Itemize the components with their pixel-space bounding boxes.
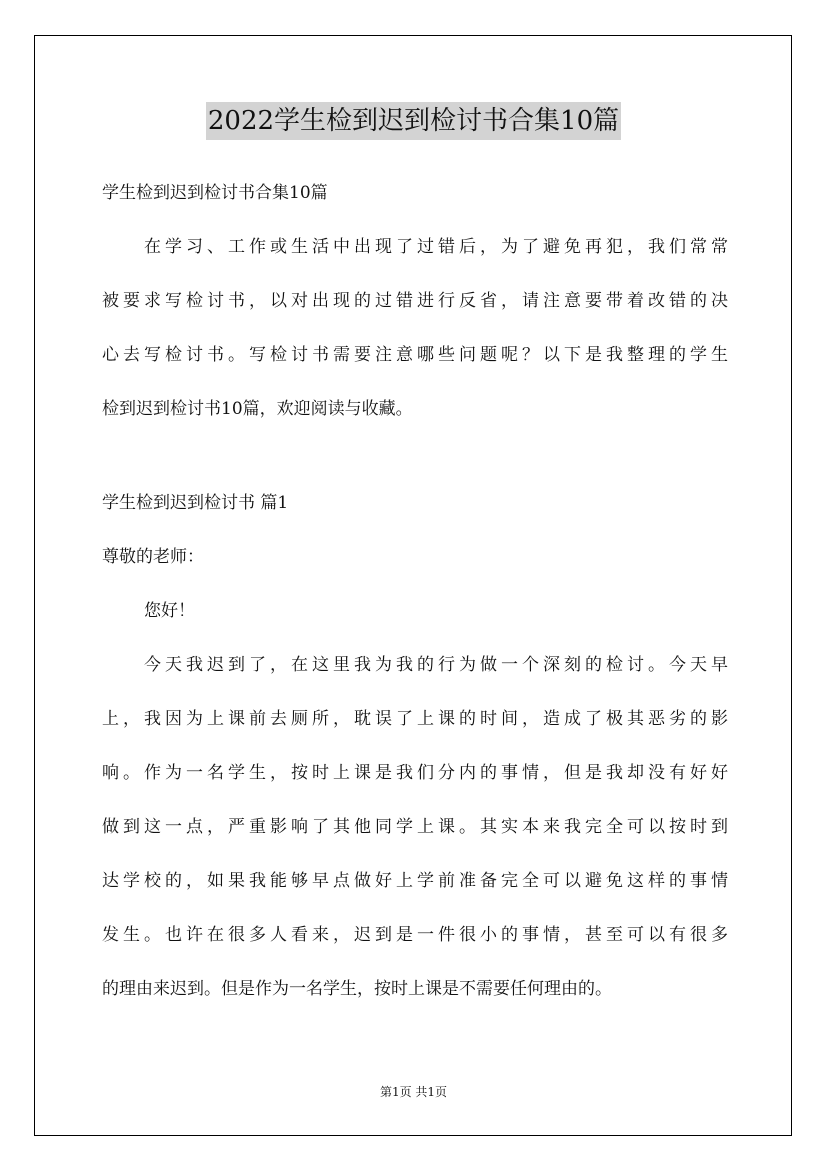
spacer [102,442,728,482]
salutation: 尊敬的老师： [102,547,204,567]
intro-line: 检到迟到检讨书10篇，欢迎阅读与收藏。 [102,399,413,419]
body-line: 达学校的，如果我能够早点做好上学前准备完全可以避免这样的事情 [102,871,728,891]
body-line: 的理由来迟到。但是作为一名学生，按时上课是不需要任何理由的。 [102,979,612,999]
document-subtitle: 学生检到迟到检讨书合集10篇 [102,183,328,203]
body-line: 做到这一点，严重影响了其他同学上课。其实本来我完全可以按时到 [102,817,728,837]
title-container [0,102,827,140]
body-line: 今天我迟到了，在这里我为我的行为做一个深刻的检讨。今天早 [144,655,728,675]
intro-line: 心去写检讨书。写检讨书需要注意哪些问题呢？以下是我整理的学生 [102,345,728,365]
intro-line: 在学习、工作或生活中出现了过错后，为了避免再犯，我们常常 [144,237,728,257]
page-footer: 第1页 共1页 [379,1085,448,1099]
body-line: 上，我因为上课前去厕所，耽误了上课的时间，造成了极其恶劣的影 [102,709,728,729]
body-line: 发生。也许在很多人看来，迟到是一件很小的事情，甚至可以有很多 [102,925,728,945]
greeting: 您好！ [144,601,195,621]
intro-line: 被要求写检讨书，以对出现的过错进行反省，请注意要带着改错的决 [102,291,728,311]
document-title: 2022学生检到迟到检讨书合集10篇 [206,102,621,140]
document-body [102,172,728,1022]
body-line: 响。作为一名学生，按时上课是我们分内的事情，但是我却没有好好 [102,763,728,783]
section-heading: 学生检到迟到检讨书 篇1 [102,493,289,513]
